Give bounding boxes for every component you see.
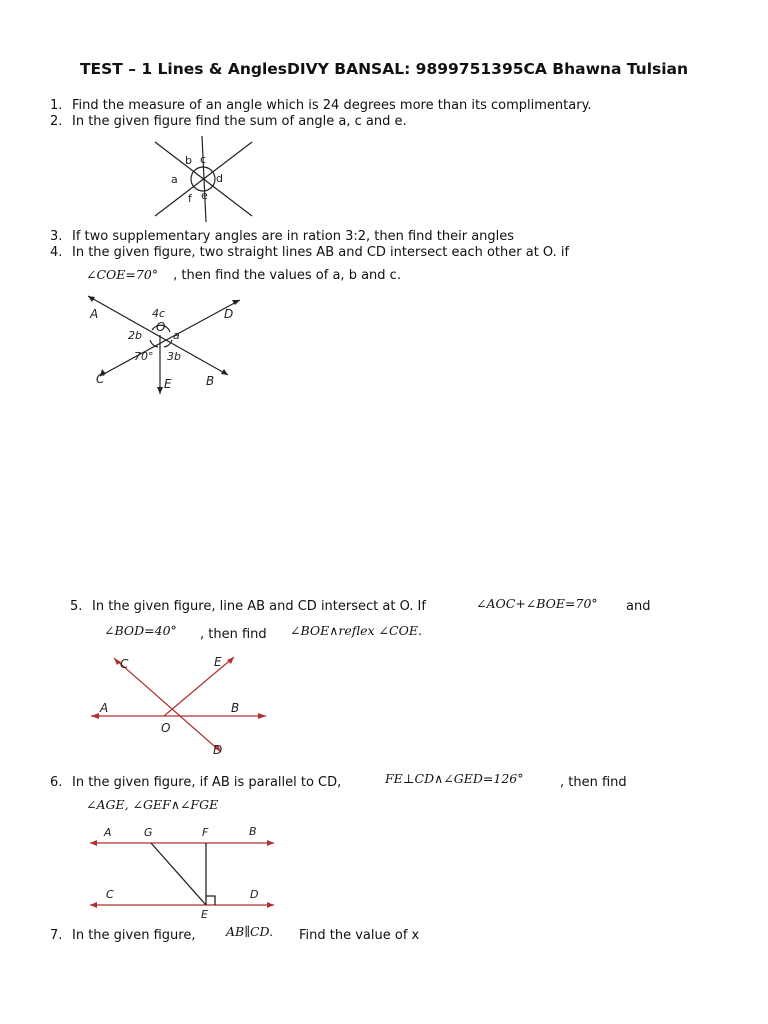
math-expression: FE⊥CD∧∠GED=126°: [385, 771, 524, 786]
point-label: E: [164, 377, 172, 391]
angle-label: b: [185, 154, 192, 167]
question-text: , then find: [560, 775, 627, 790]
question-text: Find the value of x: [299, 928, 420, 943]
point-label: D: [224, 307, 234, 321]
angle-label: 70°: [134, 350, 154, 363]
question-number: 6.: [50, 775, 63, 790]
figure-q6-parallel-lines: [86, 822, 276, 920]
point-label: C: [106, 888, 114, 901]
point-label: G: [144, 826, 153, 839]
question-number: 5.: [70, 599, 83, 614]
question-5: [70, 599, 426, 615]
math-expression: ∠COE=70°: [86, 267, 159, 282]
point-label: C: [96, 372, 105, 386]
page-title: TEST – 1 Lines & AnglesDIVY BANSAL: 9899751395CA Bhawna Tulsian: [79, 60, 689, 78]
question-text: Find the measure of an angle which is 24 degrees more than its complimentary.: [72, 98, 592, 113]
question-text: and: [626, 599, 651, 614]
math-expression: ∠BOE∧reflex ∠COE.: [290, 623, 422, 638]
angle-label: 3b: [167, 350, 181, 363]
question-text: In the given figure, two straight lines AB and CD intersect each other at O. if: [72, 245, 570, 260]
question-number: 7.: [50, 928, 63, 943]
point-label: F: [202, 826, 209, 839]
angle-label: a: [173, 329, 180, 342]
point-label: E: [214, 655, 222, 669]
question-text: In the given figure, if AB is parallel to CD,: [72, 775, 342, 790]
question-6: [50, 775, 341, 791]
math-expression: ∠AOC+∠BOE=70°: [476, 596, 598, 611]
angle-label: c: [200, 153, 207, 166]
angle-label: f: [188, 192, 192, 205]
point-label: A: [104, 826, 112, 839]
question-2: [50, 114, 407, 130]
question-text: In the given figure,: [72, 928, 196, 943]
angle-label: e: [201, 189, 208, 202]
point-label: B: [249, 825, 257, 838]
question-number: 4.: [50, 245, 63, 260]
point-label: O: [161, 721, 171, 735]
point-label: O: [156, 320, 166, 334]
question-7: [50, 928, 195, 944]
point-label: D: [250, 888, 259, 901]
question-text: In the given figure, line AB and CD intersect at O. If: [92, 599, 426, 614]
point-label: A: [100, 701, 109, 715]
angle-label: 2b: [128, 329, 142, 342]
math-expression: ∠AGE, ∠GEF∧∠FGE: [86, 797, 219, 812]
question-number: 1.: [50, 98, 63, 113]
point-label: E: [201, 908, 208, 921]
math-expression: ∠BOD=40°: [104, 623, 177, 638]
angle-label: 4c: [152, 307, 166, 320]
question-text: If two supplementary angles are in ration 3:2, then find their angles: [72, 229, 515, 244]
angle-label: a: [171, 173, 178, 186]
angle-label: d: [216, 172, 223, 185]
question-number: 2.: [50, 114, 63, 129]
point-label: C: [120, 657, 129, 671]
question-4-math-line: [86, 264, 401, 284]
question-3: [50, 229, 514, 245]
question-text: In the given figure find the sum of angle a, c and e.: [72, 114, 407, 129]
question-text: , then find the values of a, b and c.: [173, 268, 401, 283]
figure-q4-intersecting-lines: [80, 290, 260, 405]
question-1: [50, 98, 592, 114]
math-expression: AB∥CD.: [226, 924, 274, 939]
point-label: B: [231, 701, 240, 715]
figure-q5-intersecting-lines: [86, 652, 266, 757]
question-text: , then find: [200, 627, 267, 642]
point-label: D: [213, 743, 223, 757]
point-label: B: [206, 374, 215, 388]
figure-q2-intersecting-lines: [140, 130, 270, 225]
question-number: 3.: [50, 229, 63, 244]
point-label: A: [90, 307, 99, 321]
question-4: [50, 245, 569, 261]
